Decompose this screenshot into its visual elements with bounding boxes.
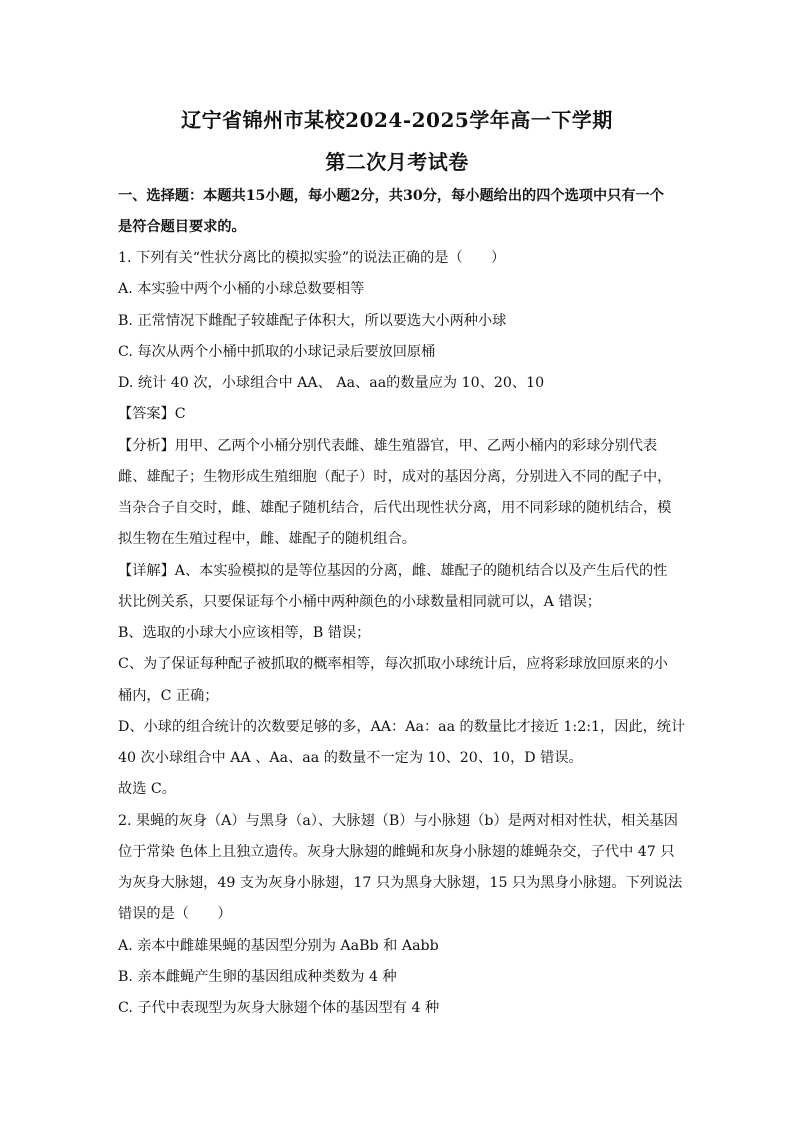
- section-heading-line-1: 一、选择题：本题共15小题，每小题2分，共30分，每小题给出的四个选项中只有一个: [118, 188, 664, 204]
- q1-detail-line-7: 40 次小球组合中 AA 、Aa、aa 的数量不一定为 10、20、10，D 错误。: [118, 750, 583, 766]
- q1-answer: 【答案】C: [118, 406, 186, 422]
- q1-analysis-line-2: 雌、雄配子；生物形成生殖细胞（配子）时，成对的基因分离，分别进入不同的配子中，: [118, 469, 672, 485]
- q1-detail-line-3: B、选取的小球大小应该相等，B 错误；: [118, 625, 371, 641]
- q1-detail-line-5: 桶内，C 正确；: [118, 688, 219, 704]
- q2-option-c: C. 子代中表现型为灰身大脉翅个体的基因型有 4 种: [118, 1000, 440, 1016]
- q1-option-a: A. 本实验中两个小桶的小球总数要相等: [118, 281, 365, 297]
- q2-stem-line-4: 错误的是（ ）: [118, 906, 232, 922]
- q2-option-a: A. 亲本中雌雄果蝇的基因型分别为 AaBb 和 Aabb: [118, 938, 439, 954]
- q1-detail-line-1: 【详解】A、本实验模拟的是等位基因的分离，雌、雄配子的随机结合以及产生后代的性: [118, 563, 668, 579]
- q1-analysis-line-1: 【分析】用甲、乙两个小桶分别代表雌、雄生殖器官，甲、乙两小桶内的彩球分别代表: [118, 438, 658, 454]
- q1-detail-line-6: D、小球的组合统计的次数要足够的多，AA：Aa：aa 的数量比才接近 1:2:1，因此，统计: [118, 719, 686, 735]
- q1-option-b: B. 正常情况下雌配子较雄配子体积大，所以要选大小两种小球: [118, 313, 507, 329]
- document-title-line-2: 第二次月考试卷: [325, 150, 469, 174]
- q2-stem-line-1: 2. 果蝇的灰身（A）与黑身（a）、大脉翅（B）与小脉翅（b）是两对相对性状，相关基因: [118, 813, 678, 829]
- q1-option-c: C. 每次从两个小桶中抓取的小球记录后要放回原桶: [118, 344, 436, 360]
- q1-detail-line-4: C、为了保证每种配子被抓取的概率相等，每次抓取小球统计后，应将彩球放回原来的小: [118, 656, 668, 672]
- document-title-line-1: 辽宁省锦州市某校2024-2025学年高一下学期: [181, 108, 613, 132]
- q1-analysis-line-4: 拟生物在生殖过程中，雌、雄配子的随机组合。: [118, 531, 416, 547]
- q2-stem-line-2: 位于常染 色体上且独立遗传。灰身大脉翅的雌蝇和灰身小脉翅的雄蝇杂交，子代中 47 只: [118, 844, 675, 860]
- q1-analysis-line-3: 当杂合子自交时，雌、雄配子随机结合，后代出现性状分离，用不同彩球的随机结合，模: [118, 500, 672, 516]
- q2-option-b: B. 亲本雌蝇产生卵的基因组成种类数为 4 种: [118, 969, 397, 985]
- q2-stem-line-3: 为灰身大脉翅，49 支为灰身小脉翅，17 只为黑身大脉翅，15 只为黑身小脉翅。下列说法: [118, 875, 683, 891]
- q1-option-d: D. 统计 40 次，小球组合中 AA、 Aa、aa的数量应为 10、20、10: [118, 375, 545, 391]
- q1-stem: 1. 下列有关“性状分离比的模拟实验”的说法正确的是（ ）: [118, 250, 506, 266]
- section-heading-line-2: 是符合题目要求的。: [118, 219, 246, 235]
- q1-detail-line-8: 故选 C。: [118, 781, 176, 797]
- q1-detail-line-2: 状比例关系，只要保证每个小桶中两种颜色的小球数量相同就可以，A 错误；: [118, 594, 601, 610]
